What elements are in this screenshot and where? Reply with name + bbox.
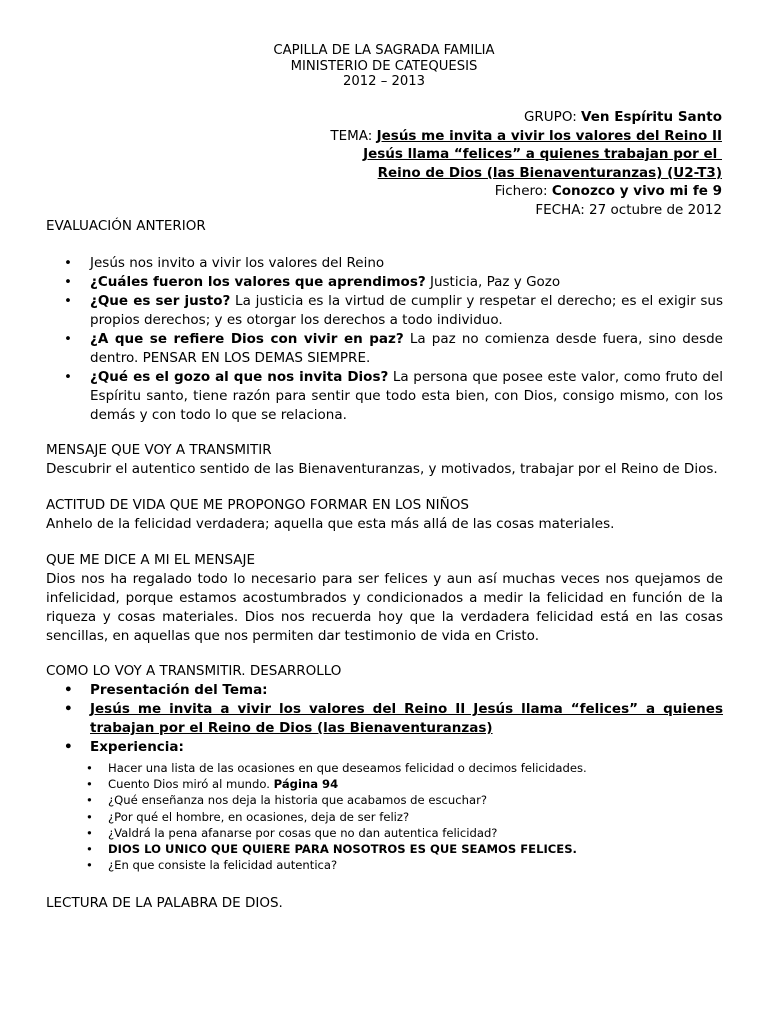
lesson-meta: [330, 108, 722, 219]
fichero-value: Conozco y vivo mi fe 9: [551, 183, 722, 199]
list-item: • Experiencia:: [46, 738, 723, 757]
evaluacion-list: [46, 254, 723, 425]
list-item: • Jesús nos invito a vivir los valores del Reino: [46, 254, 723, 273]
list-item: • ¿Que es ser justo? La justicia es la virtud de cumplir y respetar el derecho; es el exigir sus propios derechos; y es otorgar los derechos a todo individuo.: [46, 292, 723, 330]
mensaje-text: Descubrir el autentico sentido de las Bienaventuranzas, y motivados, trabajar por el Reino de Dios.: [46, 461, 718, 477]
list-item: • Cuento Dios miró al mundo. Página 94: [46, 776, 723, 792]
actitud-text: Anhelo de la felicidad verdadera; aquella que esta más allá de las cosas materiales.: [46, 516, 615, 532]
list-item: • Presentación del Tema:: [46, 681, 723, 700]
list-item: • ¿Valdrá la pena afanarse por cosas que no dan autentica felicidad?: [46, 825, 723, 841]
grupo-value: Ven Espíritu Santo: [581, 109, 722, 125]
section-heading-actitud: ACTITUD DE VIDA QUE ME PROPONGO FORMAR EN LOS NIÑOS: [46, 497, 469, 513]
section-heading-que-dice: QUE ME DICE A MI EL MENSAJE: [46, 552, 256, 568]
tema-line-2: Jesús llama “felices” a quienes trabajan por el: [363, 146, 722, 162]
section-heading-lectura: LECTURA DE LA PALABRA DE DIOS.: [46, 895, 283, 912]
header-line-3: 2012 – 2013: [342, 74, 426, 89]
header-line-1: CAPILLA DE LA SAGRADA FAMILIA: [273, 43, 495, 58]
list-item: • Hacer una lista de las ocasiones en que deseamos felicidad o decimos felicidades.: [46, 760, 723, 776]
list-item: • ¿Por qué el hombre, en ocasiones, deja de ser feliz?: [46, 809, 723, 825]
section-heading-evaluacion: EVALUACIÓN ANTERIOR: [46, 218, 206, 234]
tema-line-3: Reino de Dios (las Bienaventuranzas) (U2-T3): [377, 164, 722, 181]
section-heading-desarrollo: COMO LO VOY A TRANSMITIR. DESARROLLO: [46, 663, 342, 679]
document-body: [46, 217, 723, 913]
desarrollo-list: [46, 681, 723, 757]
que-dice-text: Dios nos ha regalado todo lo necesario para ser felices y aun así muchas veces nos quejamos de infelicidad, porque estamos acostumbrados y condicionados a medir la felicidad en función de la riqueza y cosas materiales. Dios nos recuerda hoy que la verdadera felicidad está en las cosas sencillas, en aquellas que nos permiten dar testimonio de vida en Cristo.: [46, 571, 723, 644]
list-item: • ¿Qué enseñanza nos deja la historia que acabamos de escuchar?: [46, 792, 723, 808]
list-item: • Jesús me invita a vivir los valores del Reino II Jesús llama “felices” a quienes trabajan por el Reino de Dios (las Bienaventuranzas): [46, 700, 723, 738]
list-item: • ¿A que se refiere Dios con vivir en paz? La paz no comienza desde fuera, sino desde dentro. PENSAR EN LOS DEMAS SIEMPRE.: [46, 330, 723, 368]
list-item: • ¿Qué es el gozo al que nos invita Dios? La persona que posee este valor, como fruto del Espíritu santo, tiene razón para sentir que todo esta bien, con Dios, consigo mismo, con los demás y con todo lo que se relaciona.: [46, 368, 723, 425]
experiencia-list: [46, 760, 723, 873]
list-item: • ¿Cuáles fueron los valores que aprendimos? Justicia, Paz y Gozo: [46, 273, 723, 292]
grupo-line: GRUPO: Ven Espíritu Santo: [523, 109, 722, 125]
document-header: [0, 43, 768, 90]
section-heading-mensaje: MENSAJE QUE VOY A TRANSMITIR: [46, 442, 272, 458]
fichero-line: Fichero: Conozco y vivo mi fe 9: [494, 183, 722, 199]
header-line-2: MINISTERIO DE CATEQUESIS: [290, 58, 478, 74]
list-item: • ¿En que consiste la felicidad autentica?: [46, 857, 723, 873]
fecha-line: FECHA: 27 octubre de 2012: [535, 201, 722, 218]
tema-value-1: Jesús me invita a vivir los valores del Reino II: [376, 127, 722, 144]
list-item: • DIOS LO UNICO QUE QUIERE PARA NOSOTROS ES QUE SEAMOS FELICES.: [46, 841, 723, 857]
tema-line-1: TEMA: Jesús me invita a vivir los valores del Reino II: [330, 127, 722, 144]
